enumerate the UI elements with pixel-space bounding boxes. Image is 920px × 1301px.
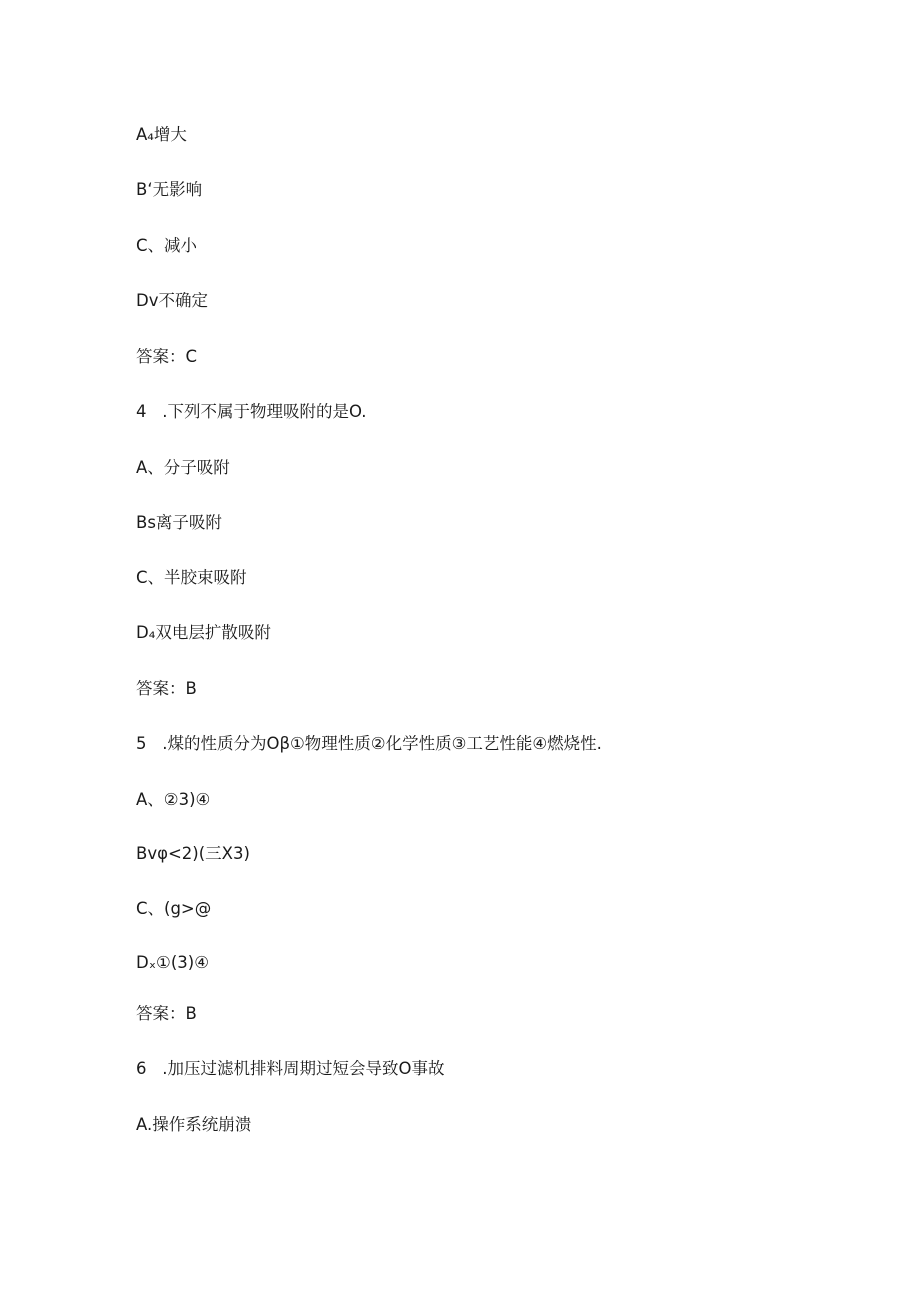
question-4: 4 .下列不属于物理吸附的是O. xyxy=(136,402,367,421)
q5-option-d: Dₓ①(3)④ xyxy=(136,953,209,972)
q6-option-a: A.操作系统崩溃 xyxy=(136,1115,252,1134)
question-5: 5 .煤的性质分为Oβ①物理性质②化学性质③工艺性能④燃烧性. xyxy=(136,734,602,753)
option-d-line: Dv不确定 xyxy=(136,291,208,310)
q5-option-c: C、(g>@ xyxy=(136,899,212,918)
option-a-line: A₄增大 xyxy=(136,125,187,144)
q5-option-a: A、②3)④ xyxy=(136,790,211,809)
q4-option-c: C、半胶束吸附 xyxy=(136,568,247,587)
q4-option-b: Bs离子吸附 xyxy=(136,513,222,532)
q4-answer: 答案：B xyxy=(136,679,197,698)
q4-option-a: A、分子吸附 xyxy=(136,458,230,477)
q5-option-b: Bvφ<2)(三X3) xyxy=(136,844,250,863)
answer-line: 答案：C xyxy=(136,347,198,366)
q4-option-d: D₄双电层扩散吸附 xyxy=(136,623,271,642)
option-c-line: C、减小 xyxy=(136,236,198,255)
q5-answer: 答案：B xyxy=(136,1004,197,1023)
question-6: 6 .加压过滤机排料周期过短会导致O事故 xyxy=(136,1059,445,1078)
option-b-line: B‘无影响 xyxy=(136,180,203,199)
